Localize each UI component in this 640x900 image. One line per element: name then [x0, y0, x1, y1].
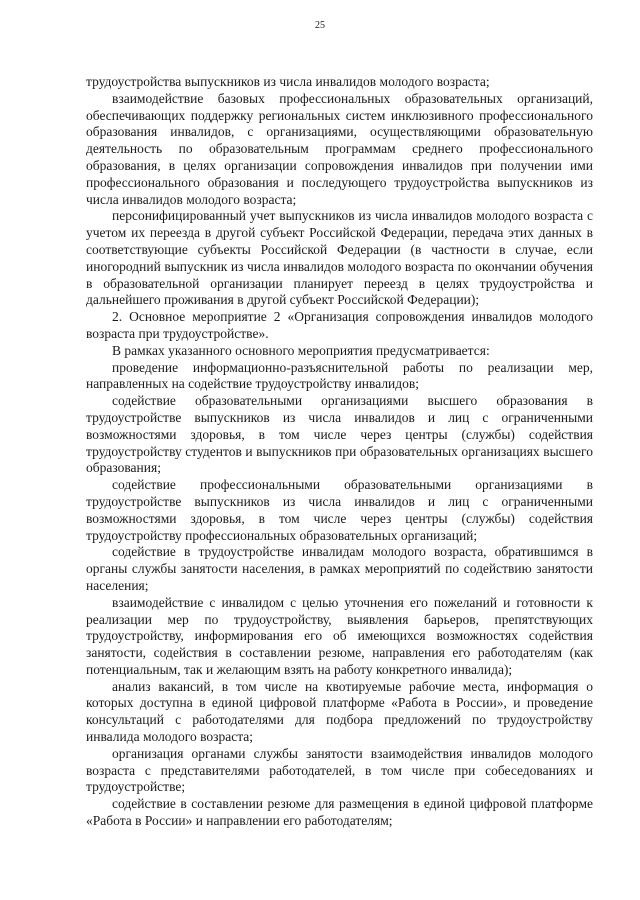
paragraph: взаимодействие базовых профессиональных образовательных организаций, обеспечивающих поддержку региональных систем инклюзивного профессионального образования инвалидов, с организациями, осуществляющими образовательную деятельность по образовательным программам среднего профессионального образования, в целях организации сопровождения инвалидов при получении ими профессионального образования и последующего трудоустройства выпускников из числа инвалидов молодого возраста;	[86, 90, 593, 207]
paragraph: анализ вакансий, в том числе на квотируемые рабочие места, информация о которых доступна в единой цифровой платформе «Работа в России», и проведение консультаций с работодателями для подбора предложений по трудоустройству инвалида молодого возраста;	[86, 678, 593, 745]
paragraph: В рамках указанного основного мероприятия предусматривается:	[112, 342, 490, 358]
paragraph: содействие профессиональными образовательными организациями в трудоустройстве выпускников из числа инвалидов и лиц с ограниченными возможностями здоровья, в том числе через центры (службы) содействия трудоустройству профессиональных образовательных организаций;	[86, 477, 593, 543]
paragraph: взаимодействие с инвалидом с целью уточнения его пожеланий и готовности к реализации мер по трудоустройству, выявления барьеров, препятствующих трудоустройству, информирования его об имеющихся возможностях содействия занятости, содействия в составлении резюме, направления его работодателям (как потенциальным, так и желающим взять на работу конкретного инвалида);	[86, 594, 593, 677]
paragraph: трудоустройства выпускников из числа инвалидов молодого возраста;	[86, 74, 490, 89]
paragraph: содействие образовательными организациями высшего образования в трудоустройстве выпускников из числа инвалидов и лиц с ограниченными возможностями здоровья, в том числе через центры (службы) содействия трудоустройству студентов и выпускников при образовательных организациях высшего образования;	[86, 393, 593, 476]
paragraph: содействие в составлении резюме для размещения в единой цифровой платформе «Работа в России» и направлении его работодателям;	[86, 796, 593, 829]
paragraph: организация органами службы занятости взаимодействия инвалидов молодого возраста с представителями работодателей, в том числе при собеседованиях и трудоустройстве;	[86, 745, 593, 795]
page-number: 25	[315, 20, 325, 31]
paragraph: содействие в трудоустройстве инвалидам молодого возраста, обратившимся в органы службы занятости населения, в рамках мероприятий по содействию занятости населения;	[86, 544, 593, 593]
paragraph: персонифицированный учет выпускников из числа инвалидов молодого возраста с учетом их переезда в другой субъект Российской Федерации, передача этих данных в соответствующие субъекты Российской Федерации (в частности в случае, если иногородний выпускник из числа инвалидов молодого возраста по окончании обучения в образовательной организации планирует переезд в целях трудоустройства и дальнейшего проживания в другой субъект Российской Федерации);	[86, 208, 593, 308]
document-body	[86, 74, 593, 830]
section-heading: 2. Основное мероприятие 2 «Организация сопровождения инвалидов молодого возраста при трудоустройстве».	[86, 309, 593, 341]
paragraph: проведение информационно-разъяснительной работы по реализации мер, направленных на содействие трудоустройству инвалидов;	[86, 359, 593, 392]
